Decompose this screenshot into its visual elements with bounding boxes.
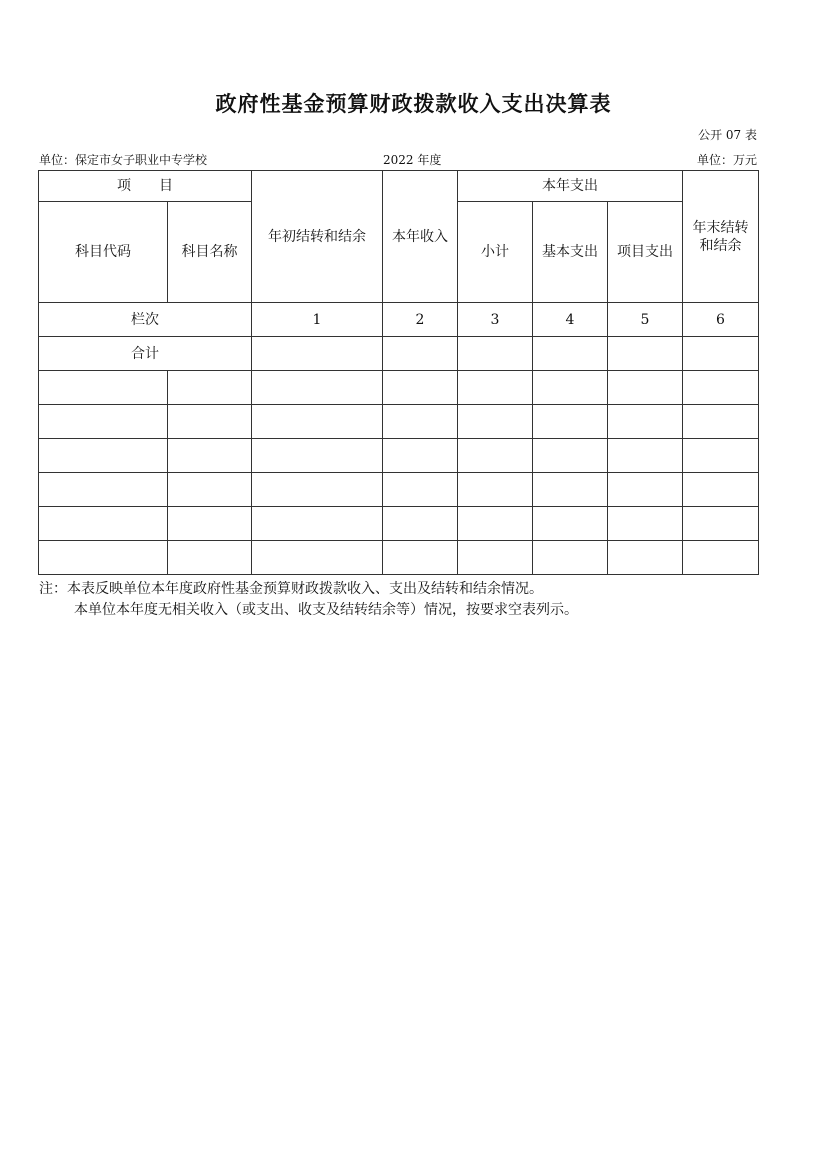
table-cell	[683, 337, 759, 371]
table-row	[39, 541, 759, 575]
fiscal-year: 2022 年度	[383, 153, 442, 167]
table-row	[39, 507, 759, 541]
table-cell	[533, 439, 608, 473]
table-cell	[252, 507, 383, 541]
table-cell	[533, 337, 608, 371]
table-row	[39, 405, 759, 439]
table-cell	[533, 405, 608, 439]
table-cell	[383, 405, 458, 439]
column-number: 2	[383, 303, 458, 337]
column-number: 5	[608, 303, 683, 337]
table-cell	[458, 473, 533, 507]
table-cell	[383, 473, 458, 507]
table-cell	[383, 371, 458, 405]
table-cell	[39, 541, 168, 575]
table-cell	[683, 507, 759, 541]
table-cell	[533, 541, 608, 575]
header-item: 项 目	[39, 171, 252, 202]
page-title: 政府性基金预算财政拨款收入支出决算表	[215, 92, 612, 116]
table-cell	[39, 473, 168, 507]
header-opening-balance: 年初结转和结余	[252, 171, 383, 303]
table-cell	[608, 337, 683, 371]
header-closing-balance: 年末结转和结余	[683, 171, 759, 303]
header-subject-name: 科目名称	[168, 202, 252, 303]
table-cell	[608, 439, 683, 473]
table-cell	[383, 337, 458, 371]
table-cell	[252, 439, 383, 473]
table-cell	[683, 473, 759, 507]
reporting-unit: 单位：保定市女子职业中专学校	[39, 153, 208, 167]
column-index-label: 栏次	[39, 303, 252, 337]
header-current-income: 本年收入	[383, 171, 458, 303]
header-subject-code: 科目代码	[39, 202, 168, 303]
table-cell	[683, 439, 759, 473]
table-cell	[252, 371, 383, 405]
table-cell	[608, 541, 683, 575]
header-basic-expense: 基本支出	[533, 202, 608, 303]
table-cell	[168, 507, 252, 541]
table-cell	[458, 371, 533, 405]
table-cell	[168, 473, 252, 507]
table-cell	[168, 541, 252, 575]
table-cell	[252, 337, 383, 371]
column-number: 6	[683, 303, 759, 337]
header-project-expense: 项目支出	[608, 202, 683, 303]
table-cell	[683, 541, 759, 575]
column-number: 4	[533, 303, 608, 337]
table-cell	[252, 405, 383, 439]
table-cell	[608, 507, 683, 541]
table-cell	[458, 405, 533, 439]
table-cell	[252, 541, 383, 575]
table-cell	[458, 507, 533, 541]
table-cell	[39, 507, 168, 541]
table-note: 注：本表反映单位本年度政府性基金预算财政拨款收入、支出及结转和结余情况。	[39, 581, 543, 597]
table-cell	[168, 439, 252, 473]
table-cell	[608, 405, 683, 439]
table-cell	[383, 541, 458, 575]
table-cell	[683, 371, 759, 405]
table-cell	[383, 439, 458, 473]
form-number: 公开 07 表	[698, 128, 757, 142]
budget-table	[38, 170, 759, 575]
header-current-expense: 本年支出	[458, 171, 683, 202]
column-number: 3	[458, 303, 533, 337]
table-cell	[168, 371, 252, 405]
table-cell	[168, 405, 252, 439]
currency-unit: 单位：万元	[696, 153, 757, 167]
total-label: 合计	[39, 337, 252, 371]
column-number: 1	[252, 303, 383, 337]
table-cell	[683, 405, 759, 439]
table-cell	[458, 439, 533, 473]
table-cell	[252, 473, 383, 507]
table-cell	[39, 439, 168, 473]
table-cell	[458, 337, 533, 371]
table-cell	[458, 541, 533, 575]
table-cell	[39, 405, 168, 439]
table-row	[39, 371, 759, 405]
table-note-empty-statement: 本单位本年度无相关收入（或支出、收支及结转结余等）情况，按要求空表列示。	[74, 602, 578, 618]
table-cell	[533, 371, 608, 405]
table-cell	[533, 507, 608, 541]
table-cell	[533, 473, 608, 507]
table-row	[39, 439, 759, 473]
table-cell	[383, 507, 458, 541]
table-row	[39, 473, 759, 507]
table-cell	[39, 371, 168, 405]
header-subtotal: 小计	[458, 202, 533, 303]
table-cell	[608, 371, 683, 405]
table-cell	[608, 473, 683, 507]
